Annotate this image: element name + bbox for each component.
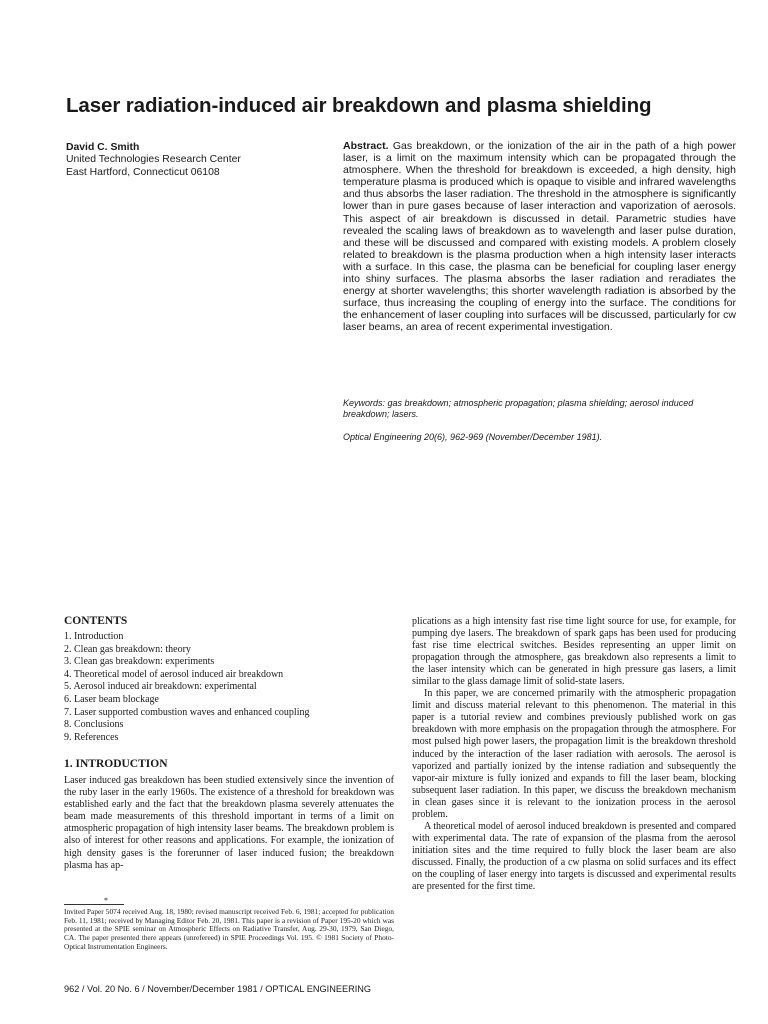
body-paragraph: A theoretical model of aerosol induced breakdown is presented and compared with experimental data. The rate of expansion of the plasma from the aerosol initiation sites and the time required to fully block the laser beam are also discussed. Finally, the production of a cw plasma on solid surfaces and its effect on the coupling of laser energy into targets is discussed and experimental results are presented for the first time. [412, 820, 736, 893]
abstract-label: Abstract. [343, 140, 389, 152]
body-column-right [412, 616, 736, 893]
contents-item: 9. References [64, 731, 119, 743]
contents-item: 7. Laser supported combustion waves and enhanced coupling [64, 706, 310, 718]
article-title: Laser radiation-induced air breakdown and plasma shielding [66, 93, 652, 117]
journal-citation: Optical Engineering 20(6), 962-969 (November/December 1981). [343, 432, 603, 442]
contents-list [64, 631, 394, 744]
page-footer: 962 / Vol. 20 No. 6 / November/December 1981 / OPTICAL ENGINEERING [64, 984, 372, 994]
contents-item: 3. Clean gas breakdown: experiments [64, 656, 215, 668]
footnote-divider [64, 904, 124, 905]
table-of-contents [64, 614, 394, 744]
contents-item: 5. Aerosol induced air breakdown: experimental [64, 681, 257, 693]
contents-item: 1. Introduction [64, 631, 124, 642]
contents-item: 8. Conclusions [64, 719, 124, 731]
body-paragraph: plications as a high intensity fast rise time light source for use, for example, for pumping dye lasers. The breakdown of spark gaps has been used for producing fast rise time electrical switches. Besides representing an upper limit on propagation through the atmosphere, gas breakdown also represents a limit to the laser intensity which can be generated in high pressure gas lasers, a limit similar to the glass damage limit of solid-state lasers. [412, 616, 736, 688]
author-block [66, 142, 316, 179]
footnote: Invited Paper 5074 received Aug. 18, 1980; revised manuscript received Feb. 6, 1981; accepted for publication Feb. 11, 1981; received by Managing Editor Feb. 20, 1981. This paper is a revision of Paper 195-20 which was presented at the SPIE seminar on Atmospheric Effects on Radiative Transfer, Aug. 29-30, 1979, San Diego, CA. The paper presented there appears (unrefereed) in SPIE Proceedings Vol. 195. © 1981 Society of Photo-Optical Instrumentation Engineers. [64, 907, 394, 951]
introduction-heading: 1. INTRODUCTION [64, 758, 168, 770]
contents-item: 6. Laser beam blockage [64, 693, 159, 705]
abstract-text: Gas breakdown, or the ionization of the air in the path of a high power laser, is a limit on the maximum intensity which can be propagated through the atmosphere. When the threshold for breakdown is exceeded, a high density, high temperature plasma is produced which is opaque to visible and infrared wavelengths and thus absorbs the laser radiation. The threshold in the atmosphere is significantly lower than in pure gases because of laser interaction and vaporization of aerosols. This aspect of air breakdown is discussed in detail. Parametric studies have revealed the scaling laws of breakdown as to wavelength and laser pulse duration, and these will be discussed and compared with existing models. A problem closely related to breakdown is the plasma production when a high intensity laser interacts with a surface. In this case, the plasma can be beneficial for coupling laser energy into shiny surfaces. The plasma absorbs the laser radiation and reradiates the energy at shorter wavelengths; this shorter wavelength radiation is absorbed by the surface, thus increasing the coupling of energy into the surface. The conditions for the enhancement of laser coupling into surfaces will be discussed, particularly for cw laser beams, an area of recent experimental investigation. [343, 140, 736, 334]
author-address: East Hartford, Connecticut 06108 [66, 166, 220, 178]
abstract [343, 140, 736, 334]
keywords: Keywords: gas breakdown; atmospheric propagation; plasma shielding; aerosol induced breakdown; lasers. [343, 398, 694, 419]
body-paragraph: In this paper, we are concerned primarily with the atmospheric propagation limit and discuss material relevant to this phenomenon. The material in this paper is a tutorial review and combines previously published work on gas breakdown with more emphasis on the propagation through the atmosphere. For most pulsed high power lasers, the propagation limit is the breakdown threshold induced by the interaction of the laser radiation with aerosols. The aerosol is vaporized and partially ionized by the intense radiation and subsequently the vapor-air mixture is fully ionized and expands to fill the laser beam, blocking subsequent laser radiation. In this paper, we discuss the breakdown mechanism in clean gases since it is relevant to the ionization process in the aerosol problem. [412, 688, 736, 820]
contents-item: 4. Theoretical model of aerosol induced air breakdown [64, 668, 284, 680]
introduction-paragraph: Laser induced gas breakdown has been studied extensively since the invention of the ruby laser in the early 1960s. The existence of a threshold for breakdown was established early and the fact that the breakdown plasma severely attenuates the beam made measurements of this threshold important in terms of a limit on atmospheric propagation of high intensity laser beams. The breakdown problem is also of interest for other reasons and applications. For example, the ionization of high density gases is the forerunner of laser induced fusion; the breakdown plasma has ap- [64, 775, 394, 871]
author-affiliation: United Technologies Research Center [66, 154, 241, 166]
footnote-marker: * [104, 896, 108, 905]
contents-item: 2. Clean gas breakdown: theory [64, 643, 191, 655]
contents-heading: CONTENTS [64, 615, 128, 627]
author-name: David C. Smith [66, 142, 140, 153]
